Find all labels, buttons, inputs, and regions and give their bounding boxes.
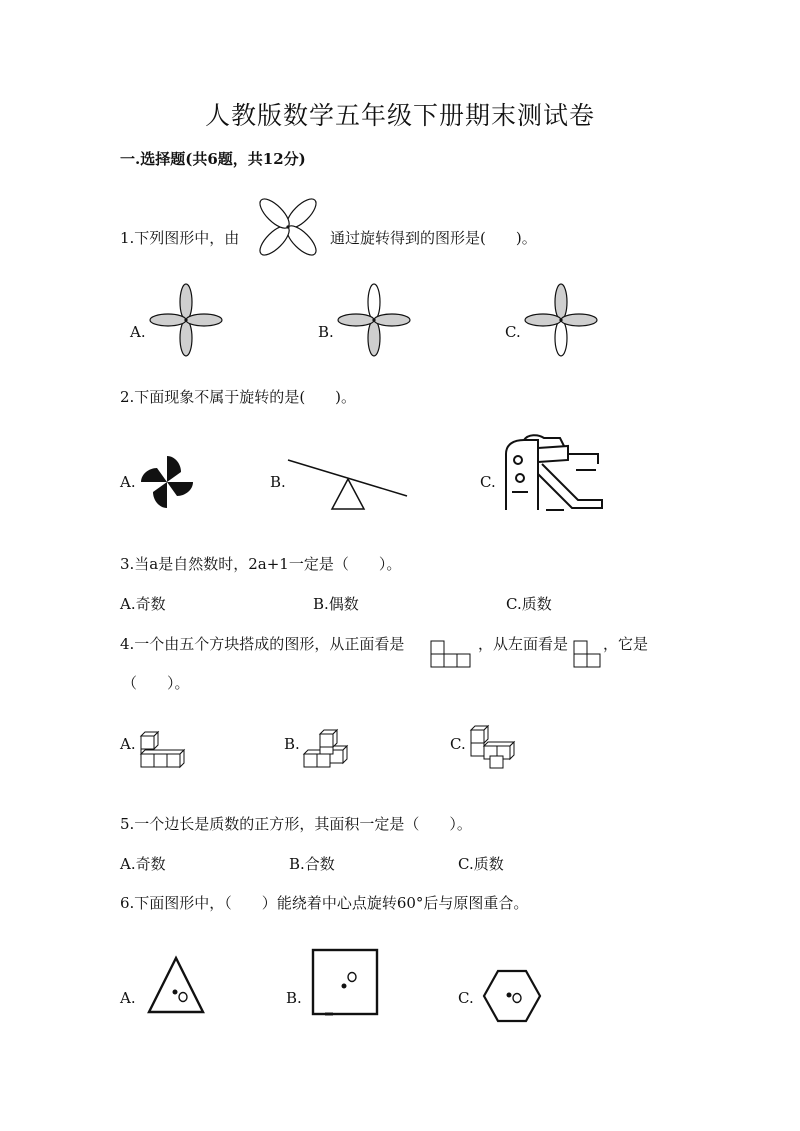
question-1-text-end: 通过旋转得到的图形是( )。 xyxy=(330,229,537,247)
question-4-text-end: ，它是 xyxy=(603,635,649,653)
q4-front-view-figure xyxy=(430,640,472,668)
q6-option-c-hexagon-figure xyxy=(481,968,543,1024)
q2-option-a[interactable]: A. xyxy=(120,473,136,491)
q2-option-a-pinwheel-figure xyxy=(137,452,197,512)
q2-option-c[interactable]: C. xyxy=(480,473,496,491)
q1-option-a[interactable]: A. xyxy=(130,323,146,341)
q4-option-b[interactable]: B. xyxy=(284,735,300,753)
question-1-text-start: 1.下列图形中，由 xyxy=(120,229,240,247)
q1-option-b-flower-figure xyxy=(336,282,412,358)
q4-option-c[interactable]: C. xyxy=(450,735,466,753)
q5-option-a[interactable]: A.奇数 xyxy=(120,855,166,873)
q5-option-b[interactable]: B.合数 xyxy=(289,855,335,873)
question-2-text: 2.下面现象不属于旋转的是( )。 xyxy=(120,388,357,406)
q6-option-a-triangle-figure xyxy=(146,955,206,1015)
q4-left-view-figure xyxy=(573,640,601,668)
q1-option-a-flower-figure xyxy=(148,282,224,358)
q1-option-c-flower-figure xyxy=(523,282,599,358)
question-6-text: 6.下面图形中，（ ）能绕着中心点旋转60°后与原图重合。 xyxy=(120,894,529,912)
q4-option-a-cubes-figure xyxy=(138,730,186,770)
q2-option-c-slide-figure xyxy=(498,434,606,514)
q6-option-c[interactable]: C. xyxy=(458,989,474,1007)
question-3-text: 3.当a是自然数时，2a+1一定是（ ）。 xyxy=(120,555,402,573)
question-4-text-start: 4.一个由五个方块搭成的图形，从正面看是 xyxy=(120,635,405,653)
q6-option-b-square-figure xyxy=(311,948,381,1018)
q4-option-c-cubes-figure xyxy=(468,726,518,770)
q3-option-a[interactable]: A.奇数 xyxy=(120,595,166,613)
q4-option-a[interactable]: A. xyxy=(120,735,136,753)
q3-option-c[interactable]: C.质数 xyxy=(506,595,552,613)
q5-option-c[interactable]: C.质数 xyxy=(458,855,504,873)
q3-option-b[interactable]: B.偶数 xyxy=(313,595,359,613)
q6-option-a[interactable]: A. xyxy=(120,989,136,1007)
q2-option-b[interactable]: B. xyxy=(270,473,286,491)
question-4-text-mid: ，从左面看是 xyxy=(478,635,569,653)
q4-option-b-cubes-figure xyxy=(302,728,354,770)
section-heading: 一.选择题(共6题，共12分) xyxy=(120,150,306,168)
q1-option-b[interactable]: B. xyxy=(318,323,334,341)
q6-option-b[interactable]: B. xyxy=(286,989,302,1007)
q1-flower-figure xyxy=(248,188,328,266)
question-5-text: 5.一个边长是质数的正方形，其面积一定是（ ）。 xyxy=(120,815,472,833)
q2-option-b-seesaw-figure xyxy=(286,455,411,515)
page-title: 人教版数学五年级下册期末测试卷 xyxy=(204,101,595,130)
question-4-answer-blank: （ ）。 xyxy=(122,674,190,692)
q1-option-c[interactable]: C. xyxy=(505,323,521,341)
